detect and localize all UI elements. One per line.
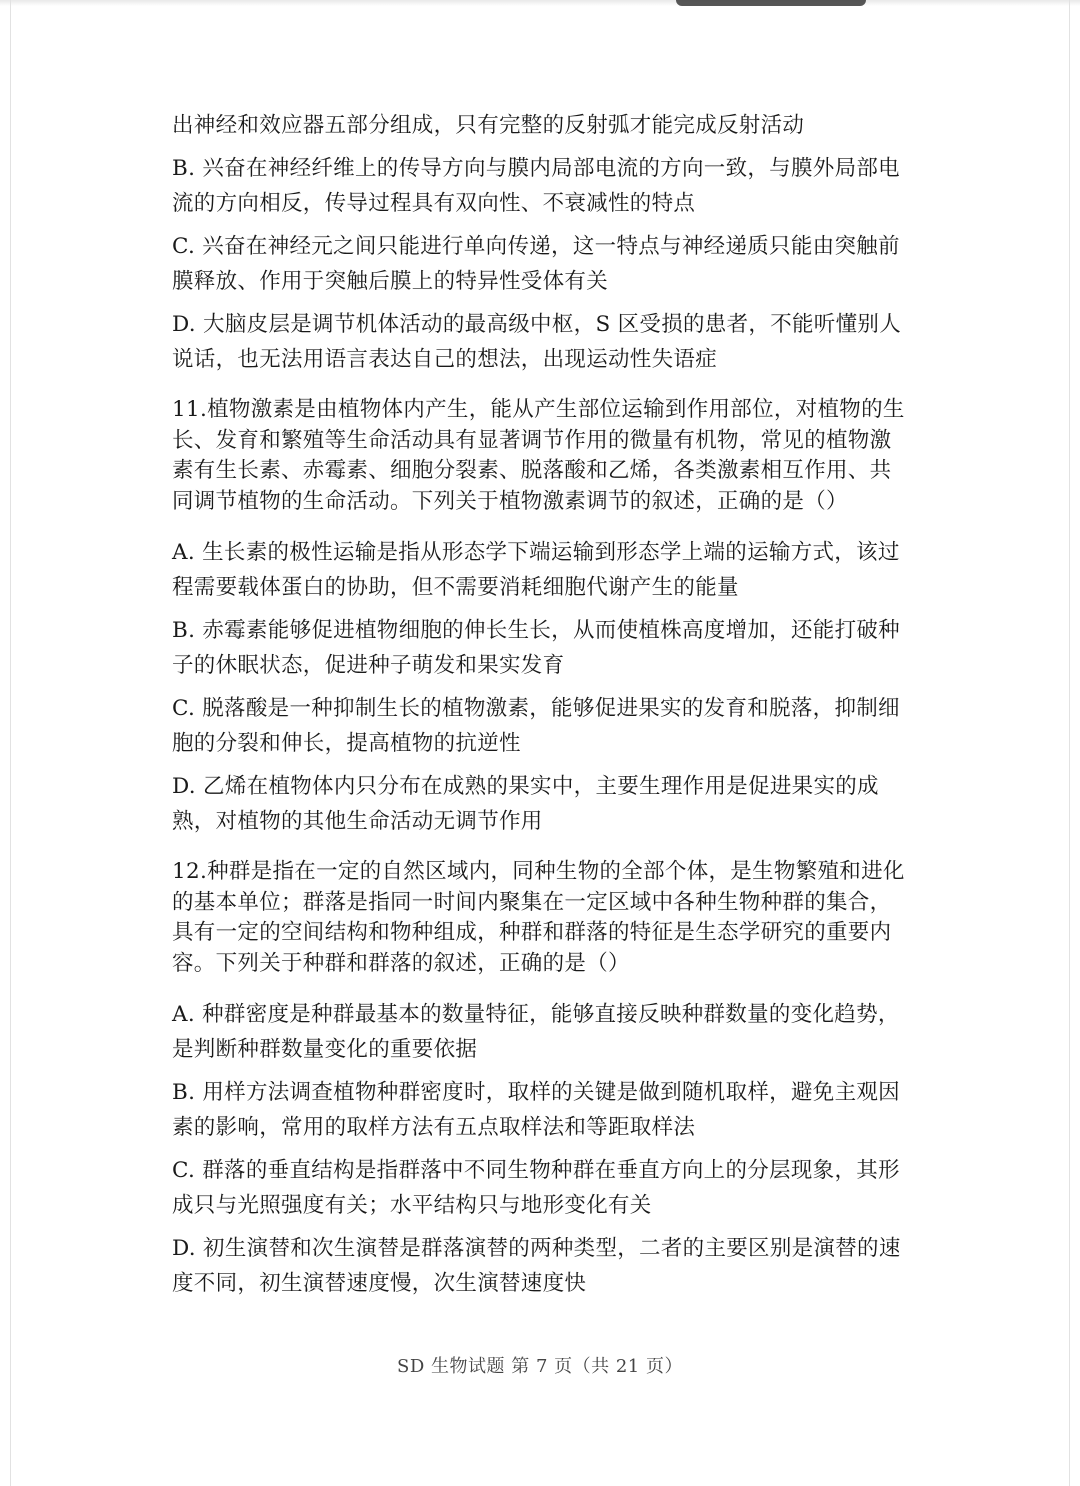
q10-option-a-continuation: 出神经和效应器五部分组成，只有完整的反射弧才能完成反射活动: [172, 113, 805, 138]
q11-option-d: D. 乙烯在植物体内只分布在成熟的果实中，主要生理作用是促进果实的成熟，对植物的其他生命活动无调节作用: [172, 774, 879, 834]
q11-option-a: A. 生长素的极性运输是指从形态学下端运输到形态学上端的运输方式，该过程需要载体蛋白的协助，但不需要消耗细胞代谢产生的能量: [172, 540, 900, 600]
q12-stem: 12.种群是指在一定的自然区域内，同种生物的全部个体，是生物繁殖和进化的基本单位；群落是指同一时间内聚集在一定区域中各种生物种群的集合，具有一定的空间结构和物种组成，种群和群落的特征是生态学研究的重要内容。下列关于种群和群落的叙述，正确的是（）: [172, 859, 905, 976]
q10-option-b: B. 兴奋在神经纤维上的传导方向与膜内局部电流的方向一致，与膜外局部电流的方向相反，传导过程具有双向性、不衰减性的特点: [172, 156, 900, 216]
q10-option-d: D. 大脑皮层是调节机体活动的最高级中枢，S 区受损的患者，不能听懂别人说话，也无法用语言表达自己的想法，出现运动性失语症: [172, 312, 902, 372]
header-cropped-mark: [676, 0, 866, 6]
q11-option-b: B. 赤霉素能够促进植物细胞的伸长生长，从而使植株高度增加，还能打破种子的休眠状态，促进种子萌发和果实发育: [172, 618, 900, 678]
page-left-edge: [10, 0, 11, 1486]
q11-stem: 11.植物激素是由植物体内产生，能从产生部位运输到作用部位，对植物的生长、发育和繁殖等生命活动具有显著调节作用的微量有机物，常见的植物激素有生长素、赤霉素、细胞分裂素、脱落酸和乙烯，各类激素相互作用、共同调节植物的生命活动。下列关于植物激素调节的叙述，正确的是（）: [172, 397, 905, 514]
q10-option-c: C. 兴奋在神经元之间只能进行单向传递，这一特点与神经递质只能由突触前膜释放、作用于突触后膜上的特异性受体有关: [172, 234, 900, 294]
q12-option-b: B. 用样方法调查植物种群密度时，取样的关键是做到随机取样，避免主观因素的影响，常用的取样方法有五点取样法和等距取样法: [172, 1080, 900, 1140]
q12-option-d: D. 初生演替和次生演替是群落演替的两种类型，二者的主要区别是演替的速度不同，初生演替速度慢，次生演替速度快: [172, 1236, 901, 1296]
page-footer: SD 生物试题 第 7 页（共 21 页）: [397, 1356, 683, 1377]
page-content: [172, 108, 912, 1309]
page-right-edge: [1069, 0, 1070, 1486]
q11-option-c: C. 脱落酸是一种抑制生长的植物激素，能够促进果实的发育和脱落，抑制细胞的分裂和伸长，提高植物的抗逆性: [172, 696, 900, 756]
q12-option-c: C. 群落的垂直结构是指群落中不同生物种群在垂直方向上的分层现象，其形成只与光照强度有关；水平结构只与地形变化有关: [172, 1158, 900, 1218]
q12-option-a: A. 种群密度是种群最基本的数量特征，能够直接反映种群数量的变化趋势，是判断种群数量变化的重要依据: [172, 1002, 900, 1062]
page-top-shadow: [0, 0, 1080, 6]
